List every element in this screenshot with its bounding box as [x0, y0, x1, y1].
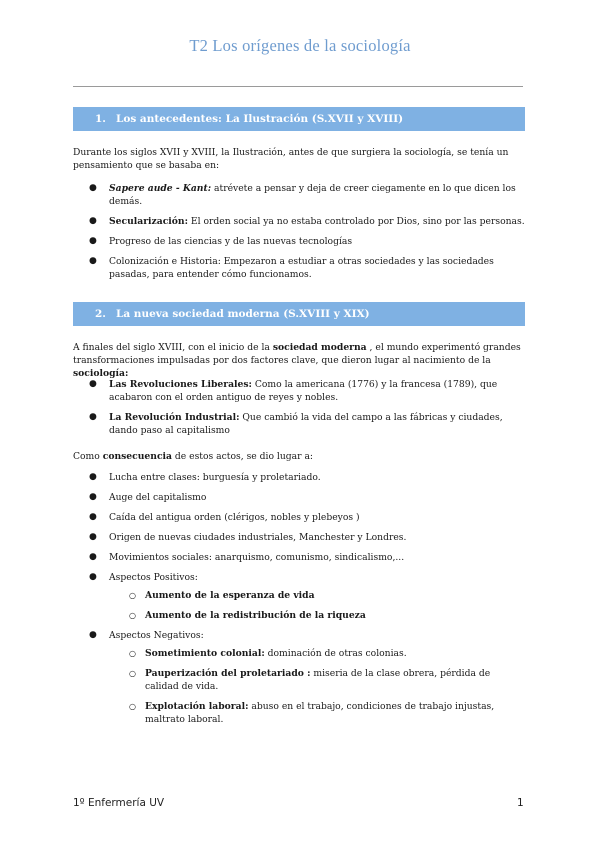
consequence-intro [73, 450, 525, 463]
bullet-text: atrévete a pensar y deja de creer ciegamente en lo que dicen los demás. [109, 183, 516, 207]
bullet-bold: Secularización: [109, 216, 188, 227]
list-item [73, 411, 525, 437]
consequence-list [73, 471, 525, 733]
intro-bold: sociología: [73, 368, 129, 379]
consequence-text: de estos actos, se dio lugar a: [172, 451, 314, 462]
section-1-heading: Los antecedentes: La Ilustración (S.XVII y XVIII) [115, 113, 404, 125]
positive-label: Aspectos Positivos: [109, 572, 198, 583]
negative-bold: Pauperización del proletariado : [145, 668, 311, 679]
negative-label: Aspectos Negativos: [109, 630, 204, 641]
negative-bold: Explotación laboral: [145, 701, 249, 712]
list-item [73, 629, 525, 726]
page-title: T2 Los orígenes de la sociología [189, 36, 411, 55]
section-1-header [73, 107, 525, 131]
list-item [73, 511, 525, 524]
disc-bullet-icon: ● [89, 256, 97, 266]
list-item [73, 182, 525, 208]
section-1-intro: Durante los siglos XVII y XVIII, la Ilustración, antes de que surgiera la sociología, se tenía un pensamiento que se basaba en: [73, 147, 509, 171]
list-item [73, 531, 525, 544]
disc-bullet-icon: ● [89, 552, 97, 562]
disc-bullet-icon: ● [89, 492, 97, 502]
section-1-number: 1. [95, 113, 106, 125]
disc-bullet-icon: ● [89, 236, 97, 246]
positive-item: Aumento de la redistribución de la riqueza [145, 610, 366, 621]
intro-bold: sociedad moderna [272, 342, 367, 353]
bullet-text: El orden social ya no estaba controlado por Dios, sino por las personas. [187, 216, 525, 227]
bullet-text: Progreso de las ciencias y de las nuevas tecnologías [109, 236, 353, 247]
disc-bullet-icon: ● [89, 183, 97, 193]
consequence-item: Lucha entre clases: burguesía y proletariado. [109, 472, 321, 483]
section-2-header [73, 302, 525, 326]
negative-list [109, 647, 525, 726]
section-2-intro [73, 341, 525, 380]
circle-bullet-icon: ○ [129, 669, 136, 678]
disc-bullet-icon: ● [89, 472, 97, 482]
negative-text: miseria de la clase obrera, pérdida de calidad de vida. [145, 668, 491, 692]
list-item [73, 551, 525, 564]
intro-text: , el mundo experimentó grandes transformaciones impulsadas por dos factores clave, que dieron lugar al nacimiento de la [73, 342, 521, 366]
list-item [73, 215, 525, 228]
bullet-text: Como la americana (1776) y la francesa (1789), que acabaron con el orden antiguo de reyes y nobles. [109, 379, 498, 403]
list-item [73, 378, 525, 404]
disc-bullet-icon: ● [89, 532, 97, 542]
circle-bullet-icon: ○ [129, 649, 136, 658]
circle-bullet-icon: ○ [129, 611, 136, 620]
positive-list [109, 589, 525, 622]
section-2-number: 2. [95, 308, 106, 320]
circle-bullet-icon: ○ [129, 702, 136, 711]
disc-bullet-icon: ● [89, 572, 97, 582]
list-item [109, 667, 525, 693]
consequence-text: Como [73, 451, 103, 462]
negative-text: abuso en el trabajo, condiciones de trabajo injustas, maltrato laboral. [145, 701, 495, 725]
consequence-bold: consecuencia [102, 451, 172, 462]
page-number: 1 [517, 797, 524, 809]
intro-text: A finales del siglo XVIII, con el inicio de la [73, 342, 273, 353]
consequence-item: Auge del capitalismo [109, 492, 207, 503]
negative-bold: Sometimiento colonial: [145, 648, 265, 659]
list-item [109, 647, 525, 660]
disc-bullet-icon: ● [89, 412, 97, 422]
bullet-bold: La Revolución Industrial: [109, 412, 240, 423]
list-item [109, 589, 525, 602]
bullet-bold: Sapere aude - Kant: [109, 183, 212, 194]
list-item [73, 235, 525, 248]
bullet-text: Que cambió la vida del campo a las fábricas y ciudades, dando paso al capitalismo [109, 412, 503, 436]
title-divider [73, 86, 523, 87]
disc-bullet-icon: ● [89, 379, 97, 389]
list-item [109, 609, 525, 622]
circle-bullet-icon: ○ [129, 591, 136, 600]
section-1-list [73, 182, 525, 288]
negative-text: dominación de otras colonias. [264, 648, 407, 659]
bullet-text: Colonización e Historia: Empezaron a estudiar a otras sociedades y las sociedades pasadas, para entender cómo funcionamos. [109, 256, 494, 280]
consequence-item: Movimientos sociales: anarquismo, comunismo, sindicalismo,... [109, 552, 405, 563]
positive-item: Aumento de la esperanza de vida [145, 590, 315, 601]
consequence-item: Origen de nuevas ciudades industriales, Manchester y Londres. [109, 532, 407, 543]
disc-bullet-icon: ● [89, 216, 97, 226]
list-item [73, 255, 525, 281]
bullet-bold: Las Revoluciones Liberales: [109, 379, 252, 390]
consequence-item: Caída del antigua orden (clérigos, nobles y plebeyos ) [109, 512, 360, 523]
list-item [109, 700, 525, 726]
disc-bullet-icon: ● [89, 630, 97, 640]
list-item [73, 491, 525, 504]
footer-course: 1º Enfermería UV [73, 797, 165, 809]
disc-bullet-icon: ● [89, 512, 97, 522]
section-2-list [73, 378, 525, 444]
list-item [73, 571, 525, 622]
section-2-heading: La nueva sociedad moderna (S.XVIII y XIX) [115, 308, 370, 320]
list-item [73, 471, 525, 484]
